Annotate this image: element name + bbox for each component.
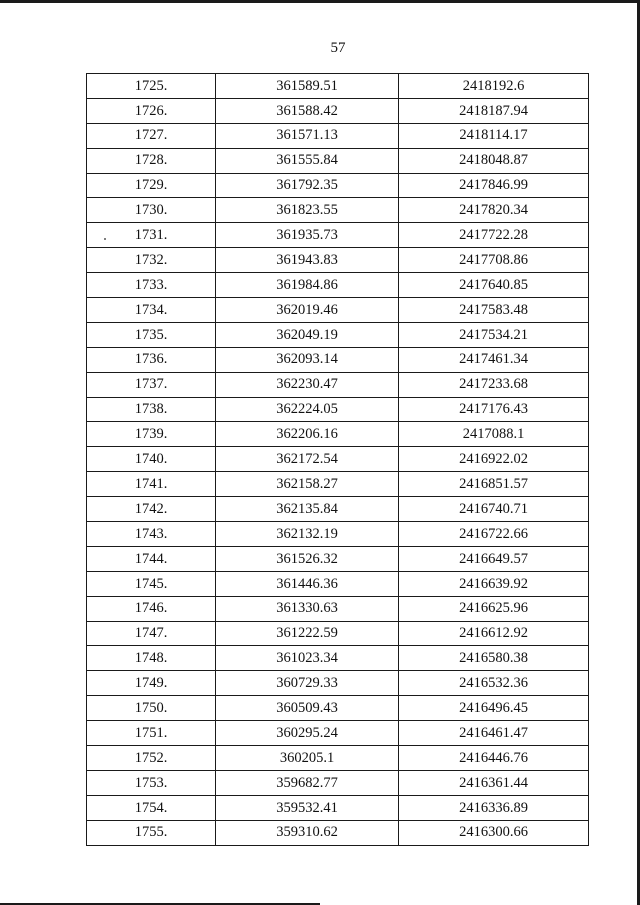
point-number-cell: 1732.: [87, 248, 216, 273]
x-coordinate-cell: 361588.42: [216, 98, 399, 123]
point-number-cell: 1729.: [87, 173, 216, 198]
x-coordinate-cell: 362158.27: [216, 472, 399, 497]
point-number-cell: 1753.: [87, 770, 216, 795]
point-number-cell: 1725.: [87, 74, 216, 99]
table-row: [87, 198, 589, 223]
y-coordinate-cell: 2416461.47: [399, 721, 589, 746]
x-coordinate-cell: 361446.36: [216, 571, 399, 596]
point-number-cell: 1734.: [87, 298, 216, 323]
table-row: [87, 273, 589, 298]
point-number-cell: 1740.: [87, 447, 216, 472]
y-coordinate-cell: 2417176.43: [399, 397, 589, 422]
y-coordinate-cell: 2416722.66: [399, 522, 589, 547]
x-coordinate-cell: 362224.05: [216, 397, 399, 422]
table-row: [87, 74, 589, 99]
x-coordinate-cell: 359310.62: [216, 820, 399, 845]
x-coordinate-cell: 360295.24: [216, 721, 399, 746]
x-coordinate-cell: 361330.63: [216, 596, 399, 621]
table-row: [87, 795, 589, 820]
y-coordinate-cell: 2416625.96: [399, 596, 589, 621]
point-number-cell: 1730.: [87, 198, 216, 223]
table-row: [87, 148, 589, 173]
table-row: [87, 123, 589, 148]
table-row: [87, 546, 589, 571]
x-coordinate-cell: 359682.77: [216, 770, 399, 795]
y-coordinate-cell: 2417583.48: [399, 298, 589, 323]
x-coordinate-cell: 362172.54: [216, 447, 399, 472]
x-coordinate-cell: 361023.34: [216, 646, 399, 671]
y-coordinate-cell: 2417722.28: [399, 223, 589, 248]
table-row: [87, 721, 589, 746]
point-number-cell: 1731.: [87, 223, 216, 248]
table-row: [87, 372, 589, 397]
y-coordinate-cell: 2417088.1: [399, 422, 589, 447]
x-coordinate-cell: 361222.59: [216, 621, 399, 646]
table-row: [87, 522, 589, 547]
table-row: [87, 447, 589, 472]
point-number-cell: 1755.: [87, 820, 216, 845]
table-row: [87, 596, 589, 621]
y-coordinate-cell: 2418048.87: [399, 148, 589, 173]
point-number-cell: 1743.: [87, 522, 216, 547]
x-coordinate-cell: 361984.86: [216, 273, 399, 298]
point-number-cell: 1745.: [87, 571, 216, 596]
y-coordinate-cell: 2417846.99: [399, 173, 589, 198]
x-coordinate-cell: 362206.16: [216, 422, 399, 447]
y-coordinate-cell: 2416922.02: [399, 447, 589, 472]
point-number-cell: 1751.: [87, 721, 216, 746]
table-row: [87, 646, 589, 671]
x-coordinate-cell: 362049.19: [216, 322, 399, 347]
x-coordinate-cell: 361589.51: [216, 74, 399, 99]
table-row: [87, 571, 589, 596]
point-number-cell: 1726.: [87, 98, 216, 123]
y-coordinate-cell: 2417708.86: [399, 248, 589, 273]
y-coordinate-cell: 2418192.6: [399, 74, 589, 99]
y-coordinate-cell: 2416361.44: [399, 770, 589, 795]
table-row: [87, 696, 589, 721]
point-number-cell: 1748.: [87, 646, 216, 671]
x-coordinate-cell: 361526.32: [216, 546, 399, 571]
y-coordinate-cell: 2417461.34: [399, 347, 589, 372]
point-number-cell: 1741.: [87, 472, 216, 497]
x-coordinate-cell: 361571.13: [216, 123, 399, 148]
x-coordinate-cell: 360205.1: [216, 746, 399, 771]
x-coordinate-cell: 361943.83: [216, 248, 399, 273]
point-number-cell: 1752.: [87, 746, 216, 771]
table-row: [87, 472, 589, 497]
table-row: [87, 671, 589, 696]
y-coordinate-cell: 2416639.92: [399, 571, 589, 596]
scan-border-top: [0, 0, 640, 3]
x-coordinate-cell: 361555.84: [216, 148, 399, 173]
point-number-cell: 1754.: [87, 795, 216, 820]
point-number-cell: 1736.: [87, 347, 216, 372]
table-row: [87, 621, 589, 646]
x-coordinate-cell: 362132.19: [216, 522, 399, 547]
x-coordinate-cell: 362093.14: [216, 347, 399, 372]
point-number-cell: 1750.: [87, 696, 216, 721]
y-coordinate-cell: 2417820.34: [399, 198, 589, 223]
table-row: [87, 497, 589, 522]
y-coordinate-cell: 2416612.92: [399, 621, 589, 646]
point-number-cell: 1739.: [87, 422, 216, 447]
table-row: [87, 223, 589, 248]
table-row: [87, 820, 589, 845]
point-number-cell: 1747.: [87, 621, 216, 646]
y-coordinate-cell: 2416446.76: [399, 746, 589, 771]
point-number-cell: 1746.: [87, 596, 216, 621]
y-coordinate-cell: 2416740.71: [399, 497, 589, 522]
table-row: [87, 397, 589, 422]
y-coordinate-cell: 2416496.45: [399, 696, 589, 721]
y-coordinate-cell: 2416851.57: [399, 472, 589, 497]
y-coordinate-cell: 2416300.66: [399, 820, 589, 845]
table-row: [87, 746, 589, 771]
table-row: [87, 347, 589, 372]
coordinates-table-body: [87, 74, 589, 846]
table-row: [87, 248, 589, 273]
point-number-cell: 1735.: [87, 322, 216, 347]
page-number: 57: [330, 40, 346, 56]
table-row: [87, 98, 589, 123]
y-coordinate-cell: 2416532.36: [399, 671, 589, 696]
point-number-cell: 1737.: [87, 372, 216, 397]
y-coordinate-cell: 2417233.68: [399, 372, 589, 397]
table-row: [87, 322, 589, 347]
table-row: [87, 770, 589, 795]
point-number-cell: 1738.: [87, 397, 216, 422]
x-coordinate-cell: 361935.73: [216, 223, 399, 248]
x-coordinate-cell: 362019.46: [216, 298, 399, 323]
x-coordinate-cell: 359532.41: [216, 795, 399, 820]
coordinates-table: [86, 73, 589, 846]
y-coordinate-cell: 2418114.17: [399, 123, 589, 148]
point-number-cell: 1744.: [87, 546, 216, 571]
point-number-cell: 1749.: [87, 671, 216, 696]
y-coordinate-cell: 2416336.89: [399, 795, 589, 820]
point-number-cell: 1733.: [87, 273, 216, 298]
x-coordinate-cell: 362135.84: [216, 497, 399, 522]
point-number-cell: 1728.: [87, 148, 216, 173]
x-coordinate-cell: 361823.55: [216, 198, 399, 223]
x-coordinate-cell: 362230.47: [216, 372, 399, 397]
y-coordinate-cell: 2417640.85: [399, 273, 589, 298]
x-coordinate-cell: 361792.35: [216, 173, 399, 198]
y-coordinate-cell: 2417534.21: [399, 322, 589, 347]
table-row: [87, 173, 589, 198]
y-coordinate-cell: 2416649.57: [399, 546, 589, 571]
point-number-cell: 1727.: [87, 123, 216, 148]
y-coordinate-cell: 2416580.38: [399, 646, 589, 671]
x-coordinate-cell: 360729.33: [216, 671, 399, 696]
x-coordinate-cell: 360509.43: [216, 696, 399, 721]
table-row: [87, 422, 589, 447]
table-row: [87, 298, 589, 323]
point-number-cell: 1742.: [87, 497, 216, 522]
y-coordinate-cell: 2418187.94: [399, 98, 589, 123]
